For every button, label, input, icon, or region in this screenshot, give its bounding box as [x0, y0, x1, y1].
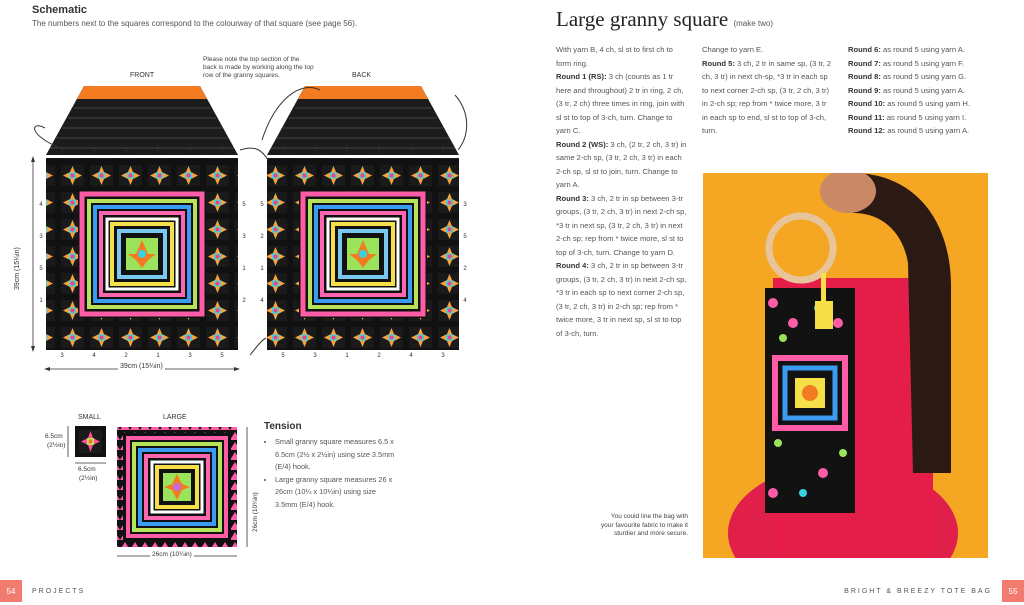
round-label: Round 11: — [848, 112, 885, 122]
back-left-number: 2 — [260, 234, 264, 240]
tension-list — [266, 436, 396, 511]
round-text: as round 5 using yarn A. — [885, 126, 970, 135]
front-left-number: 3 — [39, 234, 43, 240]
round-text: 3 ch, 2 tr in same sp, (3 tr, 2 ch, 3 tr) in next ch-sp, *3 tr in each sp to next corner 2-ch sp, (3 tr, 2 ch, 3 tr) in 2-ch sp; rep from * twice more, 3 tr in each sp to end, sl st to top of 3-ch, turn. — [702, 58, 832, 135]
round-text: 3 ch, 2 tr in sp between 3-tr groups, (3 tr, 2 ch, 3 tr) in next 2-ch sp, *3 tr in next sp, (3 tr, 2 ch, 3 tr) in next 2-ch sp; rep from * twice more, sl st to top of 3-ch, turn. Change to yarn D. — [556, 193, 687, 257]
back-top-number: 2 — [345, 147, 349, 153]
back-bottom-number: 3 — [441, 353, 445, 359]
pattern-paragraph — [848, 43, 988, 57]
back-bottom-number: 3 — [313, 353, 317, 359]
pattern-column-2 — [702, 43, 834, 138]
round-label: Round 1 (RS): — [556, 72, 607, 81]
front-label: FRONT — [130, 72, 155, 79]
back-top-number: 3 — [441, 147, 445, 153]
schematic-title: Schematic — [32, 4, 88, 16]
front-right-number: 5 — [242, 202, 246, 208]
height-dimension: 39cm (15¼in) — [14, 247, 21, 290]
photo-caption: You could line the bag with your favourite fabric to make it sturdier and more secure. — [600, 513, 688, 537]
round-label: Round 3: — [556, 193, 589, 203]
small-height-in: (2½in) — [47, 442, 66, 449]
back-bottom-number: 1 — [345, 353, 349, 359]
right-page-number: 55 — [1002, 580, 1024, 602]
front-right-number: 3 — [242, 234, 246, 240]
round-label: Round 6: — [848, 45, 881, 54]
tote-bag-photo — [703, 173, 988, 558]
pattern-paragraph — [556, 192, 688, 260]
round-text: as round 5 using yarn G. — [880, 72, 967, 81]
large-width: 26cm (10¼in) — [152, 551, 192, 558]
round-text: With yarn B, 4 ch, sl st to first ch to form ring. — [556, 45, 673, 68]
back-left-number: 1 — [260, 266, 264, 272]
round-label: Round 4: — [556, 261, 589, 270]
back-right-number: 3 — [463, 202, 467, 208]
round-text: 3 ch, 2 tr in sp between 3-tr groups, (3 tr, 2 ch, 3 tr) in next 2-ch sp, *3 tr in each sp to next corner 2-ch sp, (3 tr, 2 ch, 3 tr) in 2-ch sp; rep from * twice more, 3 tr in next sp, sl st to top of 3-ch, turn. — [556, 261, 687, 338]
back-right-number: 4 — [463, 298, 467, 304]
front-top-number: 1 — [124, 147, 128, 153]
round-text: 3 ch (counts as 1 tr here and throughout) 2 tr in ring, 2 ch, (3 tr, 2 ch) three times in ring, join with sl st to top of 3-ch, turn. Change to yarn C. — [556, 72, 685, 135]
width-dimension: 39cm (15¼in) — [120, 363, 163, 370]
pattern-subtitle: (make two) — [733, 19, 774, 28]
front-right-number: 1 — [242, 266, 246, 272]
tension-item-large: • Large granny square measures 26 x 26cm (10¼ x 10¼in) using size 3.5mm (E/4) hook. — [275, 474, 396, 512]
front-top-number: 4 — [188, 147, 192, 153]
tension-title: Tension — [264, 421, 302, 432]
back-right-number: 5 — [463, 234, 467, 240]
front-bottom-number: 1 — [156, 353, 160, 359]
front-right-number: 2 — [242, 298, 246, 304]
large-height: 26cm (10¼in) — [252, 492, 259, 532]
round-text: as round 5 using yarn A. — [880, 85, 965, 95]
pattern-column-1 — [556, 43, 688, 340]
round-label: Round 8: — [848, 72, 881, 81]
round-text: as round 5 using yarn H. — [885, 99, 970, 108]
back-top-number: 5 — [281, 147, 285, 153]
back-top-number: 3 — [377, 147, 381, 153]
front-bottom-number: 3 — [60, 353, 64, 359]
pattern-paragraph — [848, 111, 988, 125]
small-height: 6.5cm — [45, 433, 63, 440]
schematic-subtitle: The numbers next to the squares correspond to the colourway of that square (see page 56). — [32, 19, 358, 28]
pattern-paragraph — [556, 70, 688, 138]
front-bottom-number: 5 — [220, 353, 224, 359]
pattern-paragraph — [556, 138, 688, 192]
small-label: SMALL — [78, 414, 101, 421]
large-label: LARGE — [163, 414, 187, 421]
schematic-note: Please note the top section of the back is made by working along the top row of the granny squares. — [203, 56, 314, 79]
front-bottom-number: 4 — [92, 353, 96, 359]
pattern-paragraph — [848, 124, 988, 138]
round-label: Round 2 (WS): — [556, 139, 609, 149]
front-bottom-number: 3 — [188, 353, 192, 359]
back-right-number: 2 — [463, 266, 467, 272]
tension-item-small: • Small granny square measures 6.5 x 6.5cm (2½ x 2½in) using size 3.5mm (E/4) hook. — [275, 436, 396, 474]
front-top-number: 1 — [92, 147, 96, 153]
round-text: Change to yarn E. — [702, 45, 764, 54]
round-text: as round 5 using yarn I. — [884, 112, 967, 122]
back-bottom-number: 5 — [281, 353, 285, 359]
small-width: 6.5cm — [78, 466, 96, 473]
front-left-number: 1 — [39, 298, 43, 304]
right-running-head: BRIGHT & BREEZY TOTE BAG — [844, 588, 992, 595]
front-top-number: 3 — [60, 147, 64, 153]
front-left-number: 5 — [39, 266, 43, 272]
back-bottom-number: 4 — [409, 353, 413, 359]
front-top-number: 5 — [220, 147, 224, 153]
pattern-title-text: Large granny square — [556, 7, 729, 31]
round-text: 3 ch, (2 tr, 2 ch, 3 tr) in same 2-ch sp, (3 tr, 2 ch, 3 tr) in each 2-ch sp, sl st to join, turn. Change to yarn A. — [556, 139, 687, 189]
back-bottom-number: 2 — [377, 353, 381, 359]
back-left-number: 4 — [260, 298, 264, 304]
pattern-paragraph — [848, 57, 988, 71]
pattern-paragraph — [848, 84, 988, 98]
pattern-paragraph — [556, 43, 688, 70]
round-label: Round 12: — [848, 126, 886, 135]
round-label: Round 7: — [848, 58, 881, 68]
pattern-paragraph — [702, 57, 834, 138]
pattern-paragraph — [848, 97, 988, 111]
pattern-paragraph — [848, 70, 988, 84]
round-label: Round 9: — [848, 85, 881, 95]
front-left-number: 4 — [39, 202, 43, 208]
pattern-title — [556, 7, 773, 32]
small-width-in: (2½in) — [79, 475, 98, 482]
left-running-head: PROJECTS — [32, 588, 86, 595]
back-label: BACK — [352, 72, 372, 79]
left-page-number: 54 — [0, 580, 22, 602]
front-bottom-number: 2 — [124, 353, 128, 359]
back-top-number: 4 — [409, 147, 413, 153]
back-top-number: 1 — [313, 147, 317, 153]
back-left-number: 5 — [260, 202, 264, 208]
round-label: Round 5: — [702, 58, 735, 68]
pattern-paragraph — [556, 259, 688, 340]
front-top-number: 2 — [156, 147, 160, 153]
pattern-paragraph — [702, 43, 834, 57]
round-text: as round 5 using yarn F. — [880, 58, 965, 68]
round-text: as round 5 using yarn A. — [880, 45, 965, 54]
pattern-column-3 — [848, 43, 988, 138]
round-label: Round 10: — [848, 99, 886, 108]
